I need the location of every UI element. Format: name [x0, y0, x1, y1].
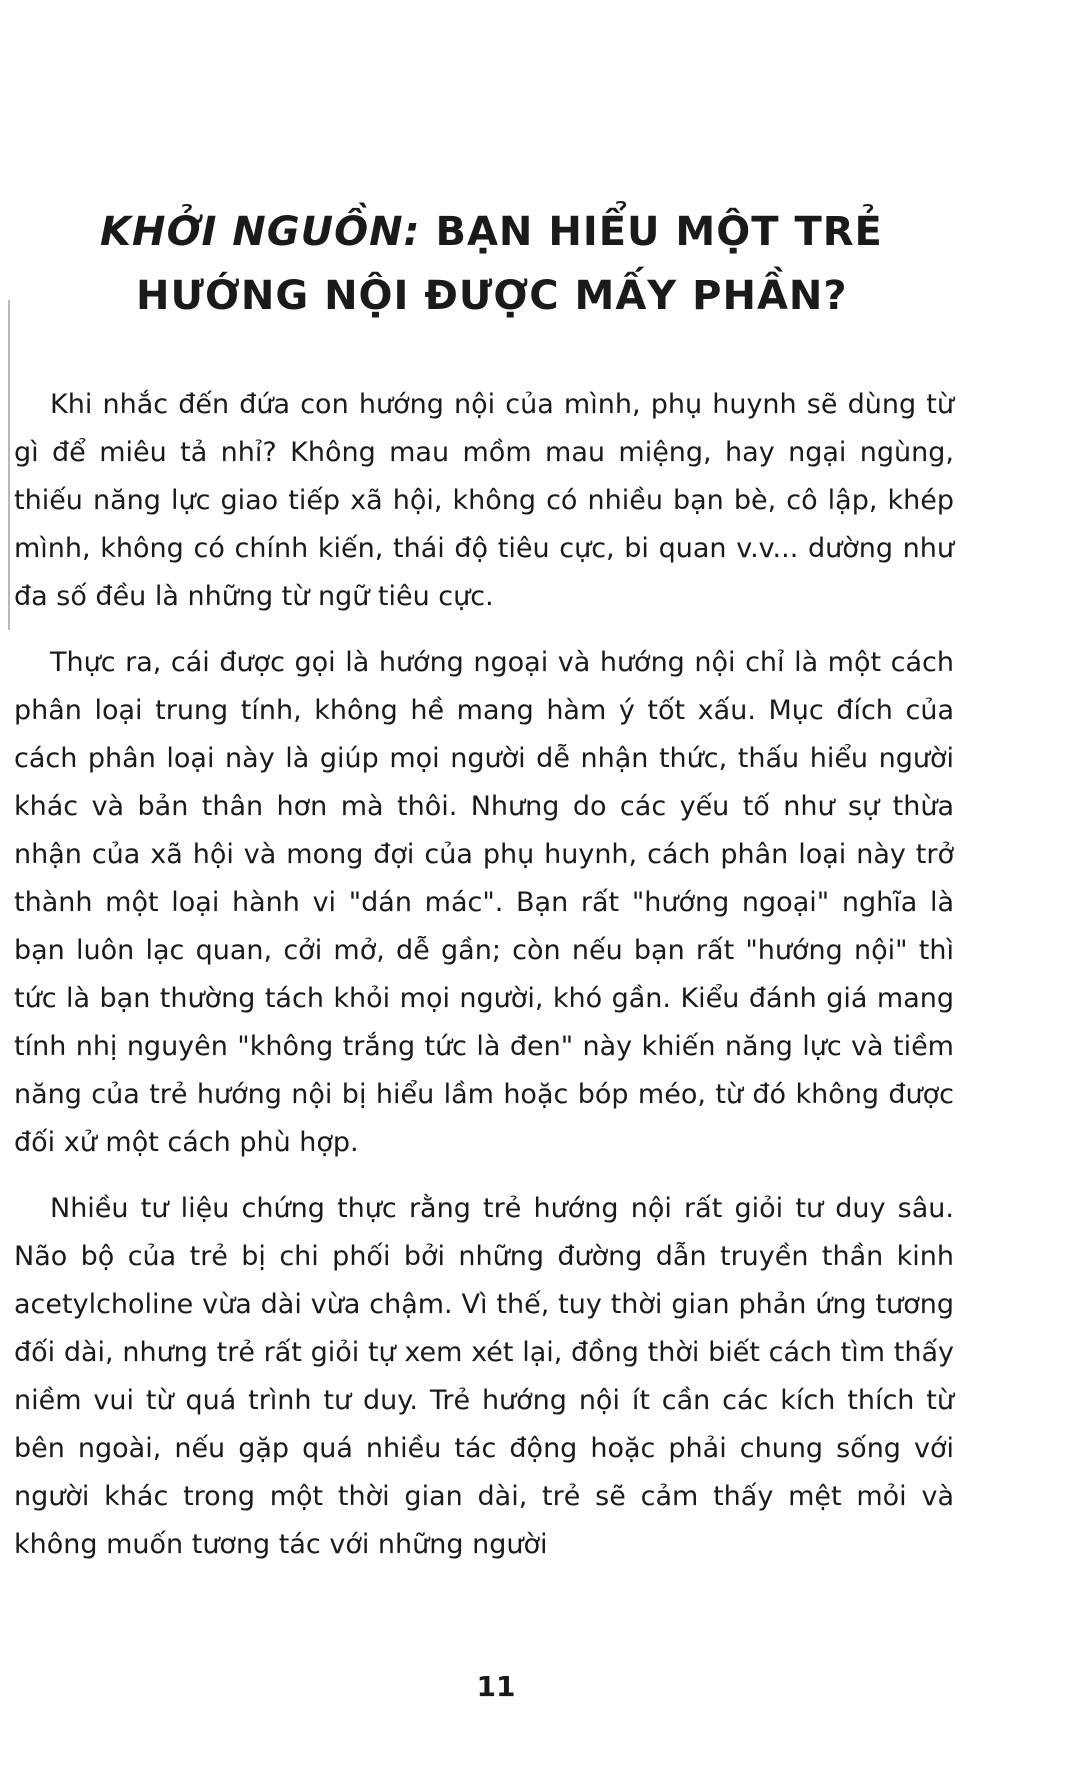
paragraph-3: Nhiều tư liệu chứng thực rằng trẻ hướng nội rất giỏi tư duy sâu. Não bộ của trẻ bị chi phối bởi những đường dẫn truyền thần kinh acetylcholine vừa dài vừa chậm. Vì thế, tuy thời gian phản ứng tương đối dài, nhưng trẻ rất giỏi tự xem xét lại, đồng thời biết cách tìm thấy niềm vui từ quá trình tư duy. Trẻ hướng nội ít cần các kích thích từ bên ngoài, nếu gặp quá nhiều tác động hoặc phải chung sống với người khác trong một thời gian dài, trẻ sẽ cảm thấy mệt mỏi và không muốn tương tác với những người — [14, 1193, 954, 1560]
gutter-edge-line — [8, 300, 10, 630]
chapter-title-line2: HƯỚNG NỘI ĐƯỢC MẤY PHẦN? — [136, 273, 848, 319]
body-text — [14, 381, 954, 1587]
chapter-title-rest: BẠN HIỂU MỘT TRẺ — [420, 209, 883, 255]
page-number: 11 — [476, 1670, 516, 1703]
chapter-title-lead: KHỞI NGUỒN: — [100, 209, 421, 255]
chapter-title — [100, 200, 1000, 328]
paragraph-2: Thực ra, cái được gọi là hướng ngoại và hướng nội chỉ là một cách phân loại trung tính, không hề mang hàm ý tốt xấu. Mục đích của cách phân loại này là giúp mọi người dễ nhận thức, thấu hiểu người khác và bản thân hơn mà thôi. Nhưng do các yếu tố như sự thừa nhận của xã hội và mong đợi của phụ huynh, cách phân loại này trở thành một loại hành vi "dán mác". Bạn rất "hướng ngoại" nghĩa là bạn luôn lạc quan, cởi mở, dễ gần; còn nếu bạn rất "hướng nội" thì tức là bạn thường tách khỏi mọi người, khó gần. Kiểu đánh giá mang tính nhị nguyên "không trắng tức là đen" này khiến năng lực và tiềm năng của trẻ hướng nội bị hiểu lầm hoặc bóp méo, từ đó không được đối xử một cách phù hợp. — [14, 647, 954, 1158]
paragraph-1: Khi nhắc đến đứa con hướng nội của mình, phụ huynh sẽ dùng từ gì để miêu tả nhỉ? Không mau mồm mau miệng, hay ngại ngùng, thiếu năng lực giao tiếp xã hội, không có nhiều bạn bè, cô lập, khép mình, không có chính kiến, thái độ tiêu cực, bi quan v.v... dường như đa số đều là những từ ngữ tiêu cực. — [14, 389, 954, 612]
